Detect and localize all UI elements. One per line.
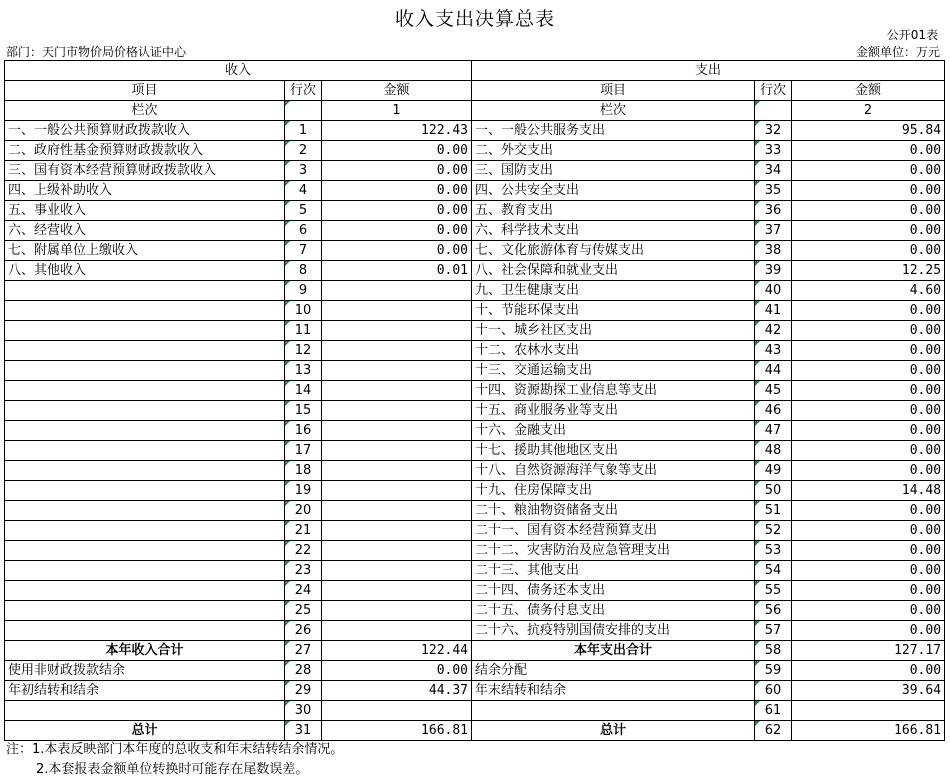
income-item-cell bbox=[5, 321, 285, 341]
expense-line-cell: 56 bbox=[755, 601, 792, 621]
expense-item-cell: 十八、自然资源海洋气象等支出 bbox=[472, 461, 755, 481]
income-item-cell bbox=[5, 621, 285, 641]
income-item-cell bbox=[5, 361, 285, 381]
income-line-cell: 22 bbox=[285, 541, 322, 561]
table-row bbox=[5, 281, 945, 301]
table-row bbox=[5, 301, 945, 321]
income-line-cell: 9 bbox=[285, 281, 322, 301]
income-item-cell bbox=[5, 561, 285, 581]
expense-amount-header: 金额 bbox=[792, 81, 945, 101]
income-amount-cell: 0.01 bbox=[322, 261, 472, 281]
expense-amount-cell: 0.00 bbox=[792, 321, 945, 341]
expense-line-cell: 49 bbox=[755, 461, 792, 481]
expense-item-cell: 二十一、国有资本经营预算支出 bbox=[472, 521, 755, 541]
income-line-cell: 28 bbox=[285, 661, 322, 681]
income-item-cell: 二、政府性基金预算财政拨款收入 bbox=[5, 141, 285, 161]
income-item-cell: 总计 bbox=[5, 721, 285, 741]
section-header-row bbox=[5, 61, 945, 81]
income-line-cell: 3 bbox=[285, 161, 322, 181]
expense-line-cell: 41 bbox=[755, 301, 792, 321]
table-row bbox=[5, 241, 945, 261]
income-line-cell: 23 bbox=[285, 561, 322, 581]
income-amount-cell: 122.44 bbox=[322, 641, 472, 661]
income-line-cell: 13 bbox=[285, 361, 322, 381]
expense-amount-cell: 127.17 bbox=[792, 641, 945, 661]
income-line-cell: 17 bbox=[285, 441, 322, 461]
income-lanci-line bbox=[285, 101, 322, 121]
income-amount-cell: 166.81 bbox=[322, 721, 472, 741]
expense-item-header: 项目 bbox=[472, 81, 755, 101]
income-section-header: 收入 bbox=[5, 61, 472, 81]
expense-item-cell: 本年支出合计 bbox=[472, 641, 755, 661]
table-row bbox=[5, 521, 945, 541]
expense-line-cell: 40 bbox=[755, 281, 792, 301]
income-amount-cell bbox=[322, 361, 472, 381]
expense-amount-cell: 166.81 bbox=[792, 721, 945, 741]
expense-line-cell: 44 bbox=[755, 361, 792, 381]
expense-item-cell bbox=[472, 701, 755, 721]
expense-line-cell: 34 bbox=[755, 161, 792, 181]
table-row bbox=[5, 401, 945, 421]
expense-line-cell: 43 bbox=[755, 341, 792, 361]
income-item-cell bbox=[5, 421, 285, 441]
income-item-header: 项目 bbox=[5, 81, 285, 101]
expense-amount-cell: 0.00 bbox=[792, 221, 945, 241]
expense-amount-cell: 0.00 bbox=[792, 561, 945, 581]
expense-item-cell: 六、科学技术支出 bbox=[472, 221, 755, 241]
expense-line-cell: 61 bbox=[755, 701, 792, 721]
expense-line-cell: 60 bbox=[755, 681, 792, 701]
income-amount-cell bbox=[322, 541, 472, 561]
expense-line-cell: 59 bbox=[755, 661, 792, 681]
expense-line-cell: 45 bbox=[755, 381, 792, 401]
income-line-cell: 11 bbox=[285, 321, 322, 341]
expense-item-cell: 二十二、灾害防治及应急管理支出 bbox=[472, 541, 755, 561]
income-amount-cell bbox=[322, 441, 472, 461]
table-row bbox=[5, 661, 945, 681]
income-item-cell bbox=[5, 441, 285, 461]
income-item-cell bbox=[5, 301, 285, 321]
income-amount-cell: 44.37 bbox=[322, 681, 472, 701]
table-row bbox=[5, 341, 945, 361]
table-body bbox=[5, 121, 945, 741]
income-line-cell: 2 bbox=[285, 141, 322, 161]
table-row bbox=[5, 701, 945, 721]
expense-line-cell: 37 bbox=[755, 221, 792, 241]
income-amount-cell: 0.00 bbox=[322, 201, 472, 221]
table-row bbox=[5, 641, 945, 661]
income-amount-cell bbox=[322, 381, 472, 401]
income-item-cell bbox=[5, 581, 285, 601]
income-amount-cell: 0.00 bbox=[322, 221, 472, 241]
expense-amount-cell: 0.00 bbox=[792, 361, 945, 381]
expense-item-cell: 七、文化旅游体育与传媒支出 bbox=[472, 241, 755, 261]
income-expense-table bbox=[4, 60, 945, 741]
expense-line-cell: 50 bbox=[755, 481, 792, 501]
expense-item-cell: 四、公共安全支出 bbox=[472, 181, 755, 201]
income-item-cell bbox=[5, 461, 285, 481]
income-line-cell: 20 bbox=[285, 501, 322, 521]
expense-line-cell: 47 bbox=[755, 421, 792, 441]
expense-item-cell: 总计 bbox=[472, 721, 755, 741]
income-amount-cell bbox=[322, 321, 472, 341]
income-item-cell bbox=[5, 701, 285, 721]
expense-item-cell: 年末结转和结余 bbox=[472, 681, 755, 701]
expense-line-cell: 36 bbox=[755, 201, 792, 221]
income-amount-cell: 0.00 bbox=[322, 181, 472, 201]
expense-amount-cell: 4.60 bbox=[792, 281, 945, 301]
expense-item-cell: 十六、金融支出 bbox=[472, 421, 755, 441]
expense-amount-cell: 12.25 bbox=[792, 261, 945, 281]
expense-amount-cell: 0.00 bbox=[792, 601, 945, 621]
income-line-cell: 31 bbox=[285, 721, 322, 741]
table-row bbox=[5, 601, 945, 621]
expense-amount-cell: 0.00 bbox=[792, 441, 945, 461]
expense-amount-cell: 0.00 bbox=[792, 301, 945, 321]
expense-line-cell: 32 bbox=[755, 121, 792, 141]
note-2: 2.本套报表金额单位转换时可能存在尾数误差。 bbox=[36, 762, 309, 777]
expense-item-cell: 十九、住房保障支出 bbox=[472, 481, 755, 501]
income-item-cell: 六、经营收入 bbox=[5, 221, 285, 241]
income-lanci-number: 1 bbox=[322, 101, 472, 121]
expense-line-cell: 48 bbox=[755, 441, 792, 461]
expense-amount-cell: 0.00 bbox=[792, 161, 945, 181]
income-line-cell: 26 bbox=[285, 621, 322, 641]
income-item-cell: 八、其他收入 bbox=[5, 261, 285, 281]
expense-amount-cell: 0.00 bbox=[792, 341, 945, 361]
expense-line-cell: 54 bbox=[755, 561, 792, 581]
income-amount-cell bbox=[322, 581, 472, 601]
expense-amount-cell: 0.00 bbox=[792, 501, 945, 521]
column-header-row bbox=[5, 81, 945, 101]
table-row bbox=[5, 361, 945, 381]
income-item-cell: 七、附属单位上缴收入 bbox=[5, 241, 285, 261]
expense-amount-cell: 0.00 bbox=[792, 421, 945, 441]
department-label: 部门：天门市物价局价格认证中心 bbox=[6, 45, 187, 59]
income-amount-cell bbox=[322, 501, 472, 521]
income-lanci-label: 栏次 bbox=[5, 101, 285, 121]
income-item-cell: 使用非财政拨款结余 bbox=[5, 661, 285, 681]
table-row bbox=[5, 221, 945, 241]
income-item-cell: 一、一般公共预算财政拨款收入 bbox=[5, 121, 285, 141]
income-line-cell: 29 bbox=[285, 681, 322, 701]
table-row bbox=[5, 141, 945, 161]
income-line-header: 行次 bbox=[285, 81, 322, 101]
form-number: 公开01表 bbox=[886, 28, 938, 42]
expense-line-cell: 62 bbox=[755, 721, 792, 741]
expense-amount-cell: 0.00 bbox=[792, 461, 945, 481]
table-row bbox=[5, 261, 945, 281]
table-row bbox=[5, 621, 945, 641]
expense-section-header: 支出 bbox=[472, 61, 945, 81]
expense-item-cell: 三、国防支出 bbox=[472, 161, 755, 181]
income-item-cell: 三、国有资本经营预算财政拨款收入 bbox=[5, 161, 285, 181]
income-amount-cell bbox=[322, 561, 472, 581]
expense-line-header: 行次 bbox=[755, 81, 792, 101]
income-line-cell: 21 bbox=[285, 521, 322, 541]
income-item-cell: 五、事业收入 bbox=[5, 201, 285, 221]
income-amount-header: 金额 bbox=[322, 81, 472, 101]
expense-line-cell: 55 bbox=[755, 581, 792, 601]
table-row bbox=[5, 441, 945, 461]
table-row bbox=[5, 541, 945, 561]
income-line-cell: 1 bbox=[285, 121, 322, 141]
income-line-cell: 24 bbox=[285, 581, 322, 601]
expense-line-cell: 52 bbox=[755, 521, 792, 541]
expense-amount-cell: 0.00 bbox=[792, 181, 945, 201]
expense-item-cell: 八、社会保障和就业支出 bbox=[472, 261, 755, 281]
expense-lanci-number: 2 bbox=[792, 101, 945, 121]
income-amount-cell bbox=[322, 461, 472, 481]
income-amount-cell bbox=[322, 481, 472, 501]
expense-line-cell: 51 bbox=[755, 501, 792, 521]
income-amount-cell: 0.00 bbox=[322, 241, 472, 261]
income-line-cell: 10 bbox=[285, 301, 322, 321]
expense-lanci-label: 栏次 bbox=[472, 101, 755, 121]
income-amount-cell bbox=[322, 281, 472, 301]
expense-amount-cell bbox=[792, 701, 945, 721]
expense-item-cell: 二十六、抗疫特别国债安排的支出 bbox=[472, 621, 755, 641]
income-line-cell: 12 bbox=[285, 341, 322, 361]
expense-lanci-line bbox=[755, 101, 792, 121]
expense-item-cell: 结余分配 bbox=[472, 661, 755, 681]
table-row bbox=[5, 181, 945, 201]
expense-item-cell: 十、节能环保支出 bbox=[472, 301, 755, 321]
expense-item-cell: 二十三、其他支出 bbox=[472, 561, 755, 581]
table-row bbox=[5, 721, 945, 741]
expense-item-cell: 二十、粮油物资储备支出 bbox=[472, 501, 755, 521]
income-item-cell bbox=[5, 501, 285, 521]
amount-unit-label: 金额单位：万元 bbox=[855, 45, 940, 59]
income-amount-cell bbox=[322, 621, 472, 641]
income-item-cell: 本年收入合计 bbox=[5, 641, 285, 661]
expense-line-cell: 33 bbox=[755, 141, 792, 161]
table-row bbox=[5, 121, 945, 141]
income-amount-cell bbox=[322, 301, 472, 321]
table-row bbox=[5, 461, 945, 481]
income-amount-cell: 122.43 bbox=[322, 121, 472, 141]
income-amount-cell bbox=[322, 341, 472, 361]
income-amount-cell: 0.00 bbox=[322, 661, 472, 681]
income-amount-cell bbox=[322, 421, 472, 441]
expense-amount-cell: 0.00 bbox=[792, 521, 945, 541]
expense-item-cell: 一、一般公共服务支出 bbox=[472, 121, 755, 141]
income-line-cell: 25 bbox=[285, 601, 322, 621]
income-item-cell bbox=[5, 601, 285, 621]
income-amount-cell bbox=[322, 701, 472, 721]
income-item-cell bbox=[5, 481, 285, 501]
income-line-cell: 18 bbox=[285, 461, 322, 481]
table-row bbox=[5, 501, 945, 521]
expense-line-cell: 58 bbox=[755, 641, 792, 661]
income-line-cell: 16 bbox=[285, 421, 322, 441]
income-line-cell: 7 bbox=[285, 241, 322, 261]
table-row bbox=[5, 421, 945, 441]
table-row bbox=[5, 481, 945, 501]
expense-item-cell: 十二、农林水支出 bbox=[472, 341, 755, 361]
income-item-cell: 年初结转和结余 bbox=[5, 681, 285, 701]
income-item-cell bbox=[5, 401, 285, 421]
income-line-cell: 4 bbox=[285, 181, 322, 201]
income-amount-cell bbox=[322, 521, 472, 541]
income-line-cell: 27 bbox=[285, 641, 322, 661]
expense-amount-cell: 0.00 bbox=[792, 201, 945, 221]
expense-amount-cell: 0.00 bbox=[792, 541, 945, 561]
income-line-cell: 15 bbox=[285, 401, 322, 421]
expense-line-cell: 39 bbox=[755, 261, 792, 281]
expense-item-cell: 五、教育支出 bbox=[472, 201, 755, 221]
expense-item-cell: 二十四、债务还本支出 bbox=[472, 581, 755, 601]
income-line-cell: 6 bbox=[285, 221, 322, 241]
expense-item-cell: 十三、交通运输支出 bbox=[472, 361, 755, 381]
income-line-cell: 30 bbox=[285, 701, 322, 721]
expense-item-cell: 十一、城乡社区支出 bbox=[472, 321, 755, 341]
expense-line-cell: 38 bbox=[755, 241, 792, 261]
income-line-cell: 14 bbox=[285, 381, 322, 401]
expense-amount-cell: 14.48 bbox=[792, 481, 945, 501]
expense-item-cell: 二十五、债务付息支出 bbox=[472, 601, 755, 621]
income-item-cell bbox=[5, 281, 285, 301]
expense-line-cell: 35 bbox=[755, 181, 792, 201]
income-amount-cell bbox=[322, 401, 472, 421]
income-line-cell: 5 bbox=[285, 201, 322, 221]
expense-item-cell: 十七、援助其他地区支出 bbox=[472, 441, 755, 461]
expense-amount-cell: 0.00 bbox=[792, 581, 945, 601]
expense-amount-cell: 0.00 bbox=[792, 661, 945, 681]
table-row bbox=[5, 201, 945, 221]
income-amount-cell: 0.00 bbox=[322, 161, 472, 181]
report-title: 收入支出决算总表 bbox=[394, 8, 555, 30]
expense-amount-cell: 95.84 bbox=[792, 121, 945, 141]
income-item-cell bbox=[5, 541, 285, 561]
expense-line-cell: 53 bbox=[755, 541, 792, 561]
expense-amount-cell: 39.64 bbox=[792, 681, 945, 701]
table-row bbox=[5, 321, 945, 341]
table-row bbox=[5, 161, 945, 181]
income-item-cell bbox=[5, 381, 285, 401]
expense-item-cell: 十四、资源勘探工业信息等支出 bbox=[472, 381, 755, 401]
expense-amount-cell: 0.00 bbox=[792, 401, 945, 421]
income-item-cell bbox=[5, 341, 285, 361]
expense-item-cell: 九、卫生健康支出 bbox=[472, 281, 755, 301]
table-row bbox=[5, 381, 945, 401]
table-row bbox=[5, 561, 945, 581]
note-1: 注：1.本表反映部门本年度的总收支和年末结转结余情况。 bbox=[6, 742, 344, 757]
expense-line-cell: 46 bbox=[755, 401, 792, 421]
income-item-cell: 四、上级补助收入 bbox=[5, 181, 285, 201]
income-line-cell: 8 bbox=[285, 261, 322, 281]
expense-line-cell: 42 bbox=[755, 321, 792, 341]
table-row bbox=[5, 581, 945, 601]
expense-amount-cell: 0.00 bbox=[792, 381, 945, 401]
lanci-row bbox=[5, 101, 945, 121]
expense-item-cell: 十五、商业服务业等支出 bbox=[472, 401, 755, 421]
notes bbox=[6, 740, 343, 780]
expense-amount-cell: 0.00 bbox=[792, 621, 945, 641]
income-amount-cell: 0.00 bbox=[322, 141, 472, 161]
income-line-cell: 19 bbox=[285, 481, 322, 501]
expense-item-cell: 二、外交支出 bbox=[472, 141, 755, 161]
expense-amount-cell: 0.00 bbox=[792, 141, 945, 161]
income-amount-cell bbox=[322, 601, 472, 621]
expense-line-cell: 57 bbox=[755, 621, 792, 641]
expense-amount-cell: 0.00 bbox=[792, 241, 945, 261]
income-item-cell bbox=[5, 521, 285, 541]
table-row bbox=[5, 681, 945, 701]
